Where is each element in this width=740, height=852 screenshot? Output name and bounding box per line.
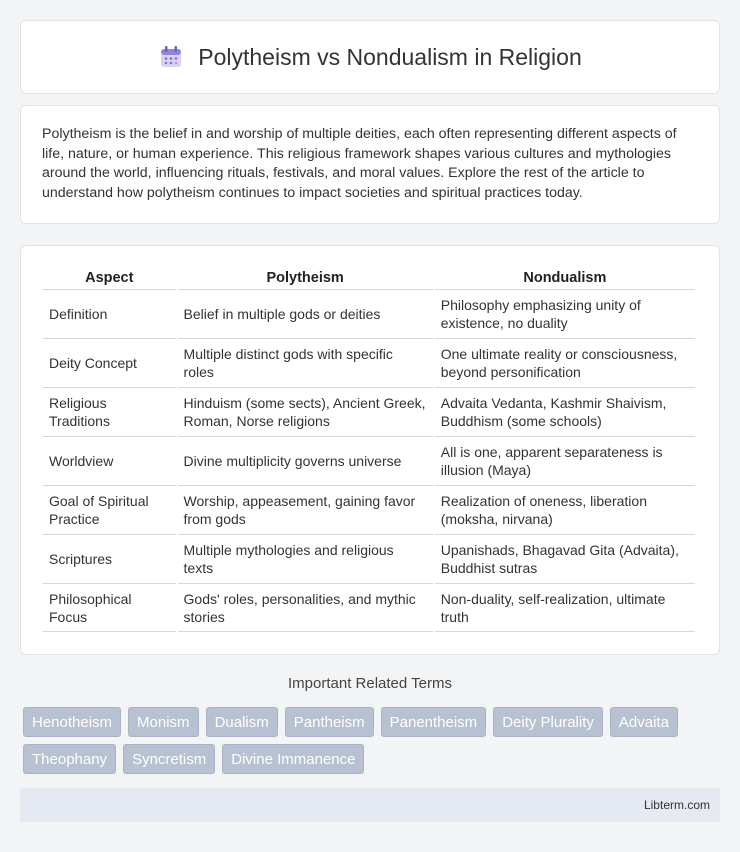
tag-monism[interactable]: Monism [128,707,199,737]
cell-polytheism: Multiple mythologies and religious texts [178,534,433,583]
page-title: Polytheism vs Nondualism in Religion [198,43,582,70]
tag-deity-plurality[interactable]: Deity Plurality [493,707,603,737]
cell-nondualism: Upanishads, Bhagavad Gita (Advaita), Buddhist sutras [435,534,695,583]
cell-nondualism: All is one, apparent separateness is illusion (Maya) [435,436,695,485]
cell-nondualism: Non-duality, self-realization, ultimate truth [435,583,695,632]
tag-pantheism[interactable]: Pantheism [285,707,374,737]
footer-link[interactable]: Libterm.com [643,798,710,812]
header-polytheism: Polytheism [266,270,344,286]
cell-polytheism: Hinduism (some sects), Ancient Greek, Roman, Norse religions [178,387,433,436]
cell-nondualism: Realization of oneness, liberation (moksha, nirvana) [435,485,695,534]
tag-panentheism[interactable]: Panentheism [381,707,487,737]
cell-aspect: Goal of Spiritual Practice [43,485,176,534]
related-terms-tags [23,707,703,781]
header-nondualism: Nondualism [523,270,607,286]
table-row [43,436,695,485]
table-row [43,485,695,534]
tag-divine-immanence[interactable]: Divine Immanence [222,744,364,774]
tag-advaita[interactable]: Advaita [610,707,678,737]
comparison-card [20,245,720,655]
table-row [43,534,695,583]
calendar-icon [158,44,184,70]
cell-aspect: Religious Traditions [43,387,176,436]
footer [20,788,720,822]
cell-nondualism: Philosophy emphasizing unity of existence, no duality [435,289,695,338]
cell-polytheism: Divine multiplicity governs universe [178,436,433,485]
title-card [20,20,720,94]
intro-card [20,105,720,224]
cell-aspect: Definition [43,289,176,338]
table-row [43,338,695,387]
table-row [43,583,695,632]
cell-aspect: Scriptures [43,534,176,583]
related-terms-title: Important Related Terms [288,675,452,692]
tag-dualism[interactable]: Dualism [206,707,278,737]
table-row [43,387,695,436]
cell-nondualism: Advaita Vedanta, Kashmir Shaivism, Buddhism (some schools) [435,387,695,436]
header-aspect: Aspect [85,270,134,286]
cell-polytheism: Belief in multiple gods or deities [178,289,433,338]
cell-aspect: Deity Concept [43,338,176,387]
cell-nondualism: One ultimate reality or consciousness, beyond personification [435,338,695,387]
cell-polytheism: Worship, appeasement, gaining favor from gods [178,485,433,534]
tag-theophany[interactable]: Theophany [23,744,116,774]
cell-aspect: Philosophical Focus [43,583,176,632]
table-header-row [43,265,695,289]
cell-aspect: Worldview [43,436,176,485]
cell-polytheism: Multiple distinct gods with specific roles [178,338,433,387]
table-row [43,289,695,338]
tag-syncretism[interactable]: Syncretism [123,744,215,774]
tag-henotheism[interactable]: Henotheism [23,707,121,737]
cell-polytheism: Gods' roles, personalities, and mythic stories [178,583,433,632]
comparison-table [41,265,697,632]
intro-text: Polytheism is the belief in and worship of multiple deities, each often representing different aspects of life, nature, or human experience. This religious framework shapes various cultures and mythologies around the world, influencing rituals, festivals, and moral values. Explore the rest of the article to understand how polytheism continues to impact societies and spiritual practices today. [42,126,677,201]
